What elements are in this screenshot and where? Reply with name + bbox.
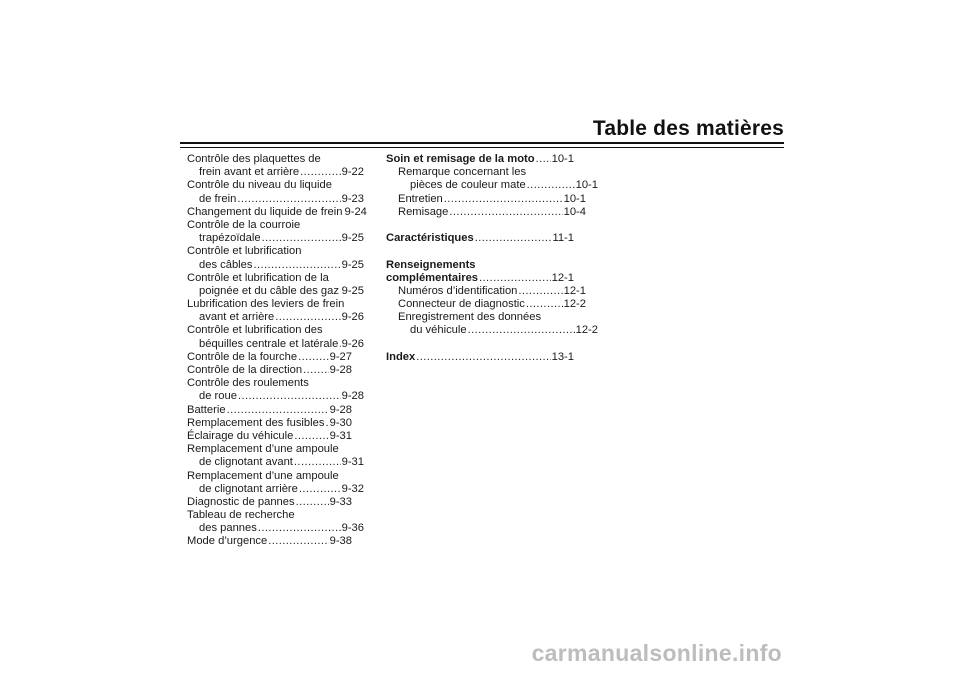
toc-entry-line: Contrôle et lubrification des bbox=[187, 324, 323, 337]
leader-dots bbox=[294, 430, 328, 443]
leader-dots bbox=[339, 338, 340, 351]
toc-entry-text: Batterie bbox=[187, 403, 226, 416]
toc-entry[interactable] bbox=[187, 483, 364, 496]
leader-dots bbox=[536, 153, 551, 166]
toc-entry[interactable] bbox=[187, 259, 364, 272]
spacer bbox=[386, 338, 574, 351]
toc-page-number: 9-28 bbox=[329, 364, 352, 376]
toc-entry[interactable] bbox=[386, 298, 586, 311]
toc-entry[interactable] bbox=[187, 205, 367, 219]
leader-dots bbox=[262, 232, 341, 245]
toc-right-column bbox=[386, 153, 598, 364]
toc-entry[interactable] bbox=[187, 193, 364, 206]
toc-entry-line: Contrôle des plaquettes de bbox=[187, 153, 321, 165]
toc-section[interactable] bbox=[386, 153, 574, 166]
toc-entry-text: avant et arrière bbox=[199, 311, 275, 324]
leader-dots bbox=[296, 496, 329, 509]
toc-entry[interactable] bbox=[187, 417, 352, 430]
leader-dots bbox=[254, 259, 341, 272]
toc-page-number: 9-25 bbox=[341, 284, 364, 297]
toc-page-number: 9-22 bbox=[341, 166, 364, 179]
toc-entry-text: de roue bbox=[199, 390, 237, 403]
toc-entry-line: Contrôle du niveau du liquide bbox=[187, 179, 332, 192]
toc-page-number: 9-33 bbox=[329, 495, 352, 508]
leader-dots bbox=[518, 285, 562, 298]
toc-entry-line: Lubrification des leviers de frein bbox=[187, 298, 345, 311]
toc-page-number: 13-1 bbox=[551, 350, 574, 363]
toc-page-number: 10-4 bbox=[563, 205, 586, 218]
toc-entry-line: Remplacement d’une ampoule bbox=[187, 443, 339, 456]
toc-entry-text: Remplacement des fusibles bbox=[187, 416, 325, 429]
toc-entry-line: Tableau de recherche bbox=[187, 509, 295, 522]
spacer bbox=[386, 219, 574, 232]
toc-entry-text: de clignotant arrière bbox=[199, 482, 298, 495]
toc-entry-text: Numéros d’identification bbox=[398, 284, 518, 297]
leader-dots bbox=[449, 206, 562, 219]
leader-dots bbox=[237, 193, 340, 206]
leader-dots bbox=[527, 179, 575, 192]
leader-dots bbox=[275, 311, 340, 324]
leader-dots bbox=[479, 272, 551, 285]
toc-entry[interactable] bbox=[187, 285, 364, 298]
header-rule-thin bbox=[180, 147, 784, 148]
toc-page-number: 9-26 bbox=[341, 337, 364, 350]
toc-page-number: 9-38 bbox=[329, 535, 352, 548]
toc-page-number: 9-32 bbox=[341, 482, 364, 495]
toc-entry-text: de clignotant avant bbox=[199, 456, 293, 469]
leader-dots bbox=[300, 166, 340, 179]
toc-entry-text: poignée et du câble des gaz bbox=[199, 284, 339, 297]
toc-page-number: 9-31 bbox=[341, 456, 364, 469]
leader-dots bbox=[303, 364, 329, 377]
toc-entry[interactable] bbox=[187, 430, 352, 443]
toc-page-number: 9-26 bbox=[341, 311, 364, 324]
toc-entry-text: de frein bbox=[199, 192, 237, 205]
toc-section-title: complémentaires bbox=[386, 271, 479, 284]
toc-section-title: Index bbox=[386, 350, 416, 363]
toc-page-number: 12-2 bbox=[575, 324, 598, 337]
leader-dots bbox=[268, 535, 328, 548]
toc-entry[interactable] bbox=[187, 364, 352, 377]
page-title: Table des matières bbox=[592, 117, 784, 140]
toc-left-column bbox=[187, 153, 367, 549]
toc-page-number: 9-25 bbox=[341, 258, 364, 271]
toc-page-number: 9-30 bbox=[329, 416, 352, 429]
leader-dots bbox=[298, 351, 329, 364]
toc-entry-text: Changement du liquide de frein bbox=[187, 205, 343, 218]
toc-entry-text: Éclairage du véhicule bbox=[187, 429, 294, 442]
leader-dots bbox=[227, 404, 329, 417]
toc-entry-text: des pannes bbox=[199, 522, 257, 535]
toc-section-title: Caractéristiques bbox=[386, 232, 474, 245]
toc-entry-line: Remplacement d’une ampoule bbox=[187, 469, 339, 482]
toc-entry[interactable] bbox=[386, 285, 586, 298]
toc-page-number: 9-36 bbox=[341, 522, 364, 535]
toc-page-number: 9-24 bbox=[344, 205, 367, 218]
toc-entry-text: Mode d’urgence bbox=[187, 535, 268, 548]
toc-section[interactable] bbox=[386, 272, 574, 285]
toc-entry[interactable] bbox=[187, 522, 364, 535]
toc-entry[interactable] bbox=[187, 311, 364, 324]
toc-page-number: 12-1 bbox=[551, 271, 574, 284]
leader-dots bbox=[444, 193, 563, 206]
toc-page-number: 9-31 bbox=[329, 429, 352, 442]
toc-page-number: 9-27 bbox=[329, 350, 352, 363]
leader-dots bbox=[238, 390, 341, 403]
toc-section[interactable] bbox=[386, 232, 574, 245]
leader-dots bbox=[294, 456, 341, 469]
toc-entry-text: Contrôle de la fourche bbox=[187, 350, 298, 363]
leader-dots bbox=[340, 285, 341, 298]
toc-entry-line: Contrôle et lubrification de la bbox=[187, 271, 329, 284]
toc-entry-text: béquilles centrale et latérale bbox=[199, 337, 339, 350]
toc-page-number: 10-1 bbox=[575, 179, 598, 192]
toc-page-number: 9-23 bbox=[341, 192, 364, 205]
toc-entry-text: trapézoïdale bbox=[199, 232, 261, 245]
toc-entry[interactable] bbox=[187, 166, 364, 179]
toc-section[interactable] bbox=[386, 351, 574, 364]
toc-entry[interactable] bbox=[187, 338, 364, 351]
toc-entry[interactable] bbox=[386, 179, 598, 192]
toc-entry-line: Contrôle de la courroie bbox=[187, 218, 301, 231]
toc-entry[interactable] bbox=[386, 206, 586, 219]
toc-entry-text: Connecteur de diagnostic bbox=[398, 298, 525, 311]
toc-entry[interactable] bbox=[187, 496, 352, 509]
toc-entry[interactable] bbox=[386, 193, 586, 206]
toc-page-number: 10-1 bbox=[551, 153, 574, 165]
toc-entry[interactable] bbox=[187, 404, 352, 417]
toc-entry-text: Entretien bbox=[398, 192, 443, 205]
toc-entry-text: des câbles bbox=[199, 258, 253, 271]
toc-entry[interactable] bbox=[187, 535, 352, 548]
toc-entry-line: Enregistrement des données bbox=[398, 311, 542, 324]
toc-section-title-line: Renseignements bbox=[386, 258, 476, 271]
toc-entry-line: Contrôle des roulements bbox=[187, 377, 309, 390]
toc-entry-text: Contrôle de la direction bbox=[187, 364, 303, 376]
leader-dots bbox=[475, 232, 552, 245]
toc-page-number: 11-1 bbox=[552, 232, 574, 245]
toc-page-number: 9-25 bbox=[341, 232, 364, 245]
toc-entry-text: Remisage bbox=[398, 205, 449, 218]
leader-dots bbox=[299, 483, 341, 496]
header-rule-thick bbox=[180, 142, 784, 144]
toc-entry[interactable] bbox=[187, 232, 364, 245]
toc-entry[interactable] bbox=[187, 456, 364, 469]
toc-section-title: Soin et remisage de la moto bbox=[386, 153, 535, 165]
leader-dots bbox=[258, 522, 341, 535]
toc-page-number: 9-28 bbox=[329, 403, 352, 416]
toc-page-number: 9-28 bbox=[341, 390, 364, 403]
leader-dots bbox=[468, 324, 575, 337]
toc-page-number: 12-2 bbox=[563, 298, 586, 311]
toc-entry[interactable] bbox=[386, 324, 598, 337]
toc-entry-text: frein avant et arrière bbox=[199, 166, 300, 179]
toc-entry[interactable] bbox=[187, 390, 364, 403]
toc-entry-text: Diagnostic de pannes bbox=[187, 495, 295, 508]
toc-entry-text: du véhicule bbox=[410, 324, 467, 337]
leader-dots bbox=[325, 417, 328, 430]
leader-dots bbox=[526, 298, 563, 311]
toc-entry-line: Contrôle et lubrification bbox=[187, 245, 302, 258]
spacer bbox=[386, 245, 574, 258]
leader-dots bbox=[416, 351, 550, 364]
toc-page-number: 12-1 bbox=[563, 284, 586, 297]
watermark: carmanualsonline.info bbox=[531, 640, 782, 666]
toc-entry[interactable] bbox=[187, 351, 352, 364]
toc-entry-line: Remarque concernant les bbox=[398, 166, 527, 179]
toc-entry-text: pièces de couleur mate bbox=[410, 179, 526, 192]
toc-page-number: 10-1 bbox=[563, 192, 586, 205]
